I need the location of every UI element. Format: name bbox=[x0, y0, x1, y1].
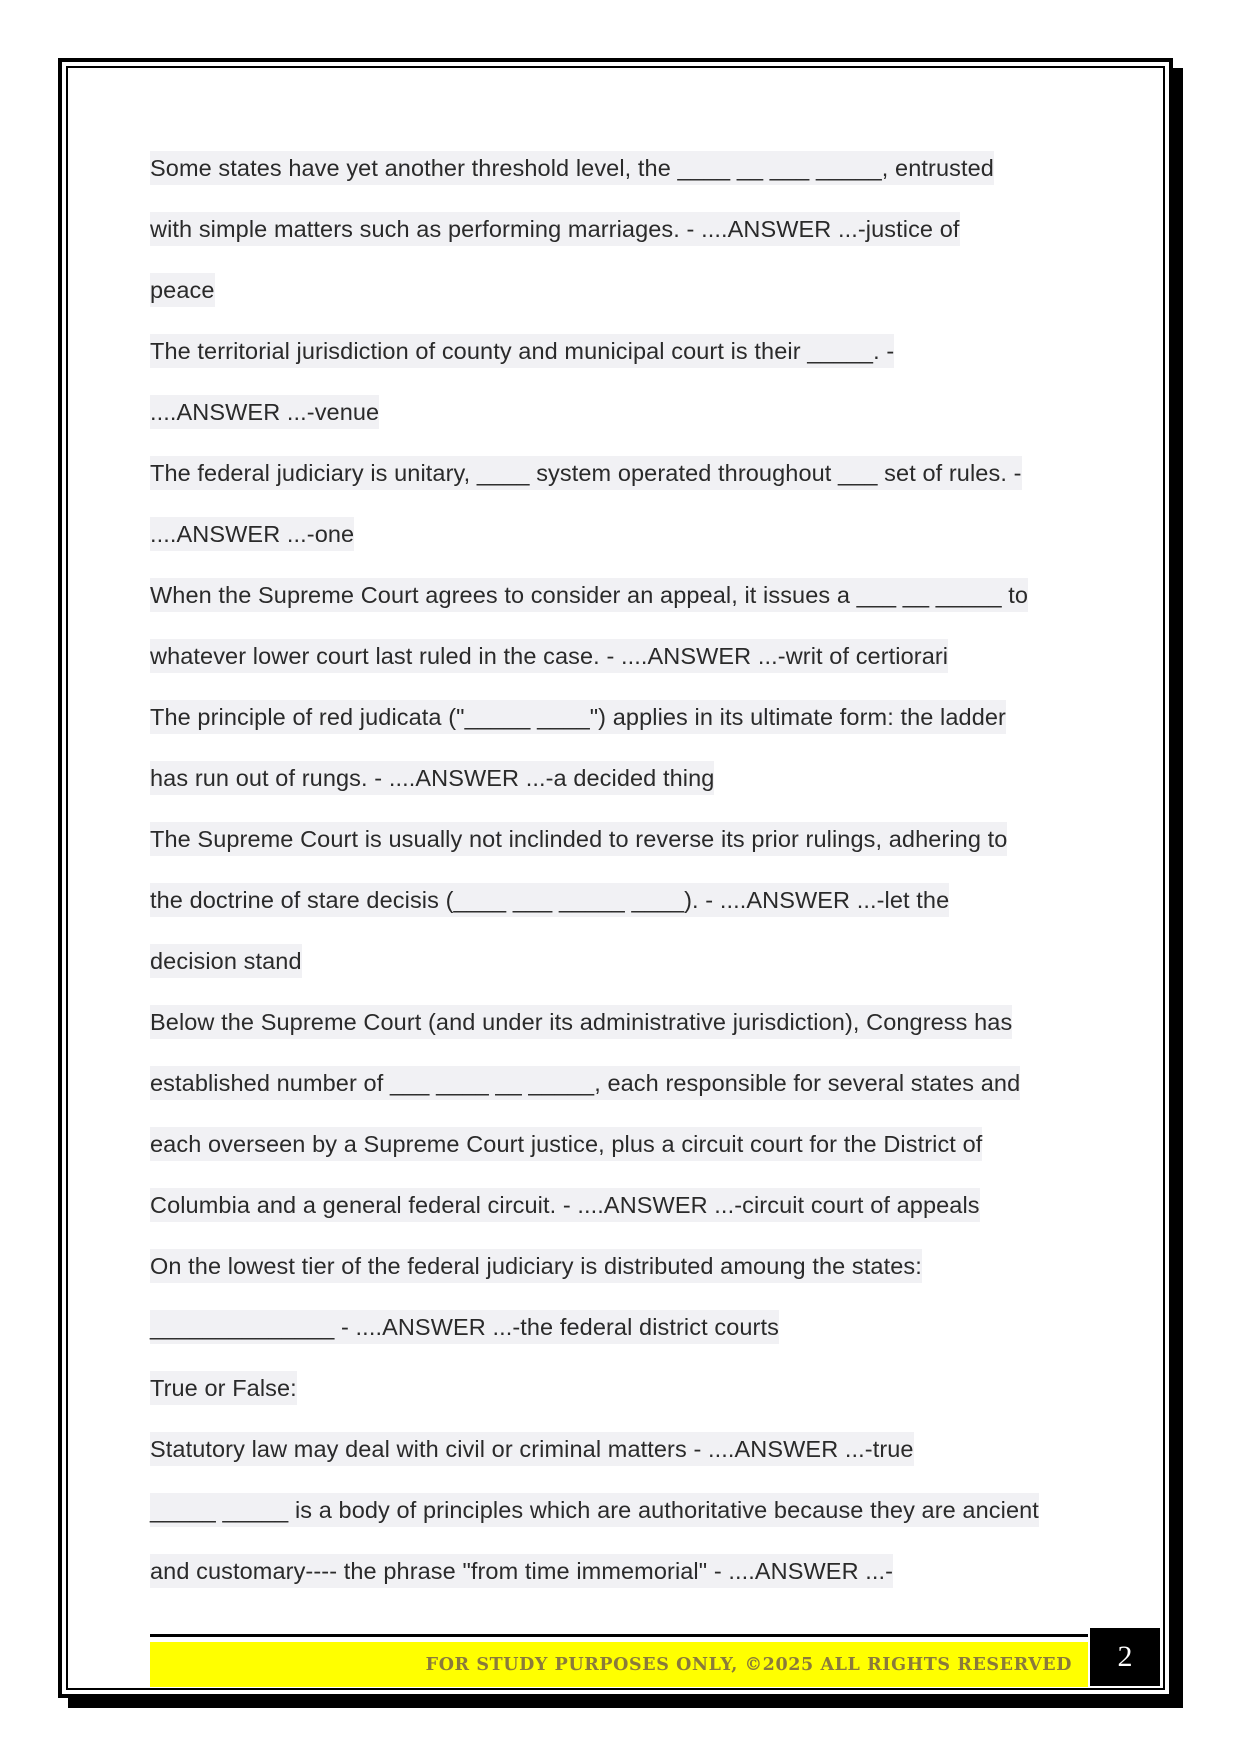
text-line bbox=[150, 931, 1090, 992]
text-line-content: and customary---- the phrase "from time immemorial" - ....ANSWER ...- bbox=[150, 1554, 893, 1588]
text-line bbox=[150, 199, 1090, 260]
text-line bbox=[150, 1053, 1090, 1114]
page-number: 2 bbox=[1090, 1628, 1160, 1686]
text-line-content: Columbia and a general federal circuit. - ....ANSWER ...-circuit court of appeals bbox=[150, 1188, 980, 1222]
text-line bbox=[150, 138, 1090, 199]
text-line-content: _____ _____ is a body of principles which are authoritative because they are ancient bbox=[150, 1493, 1039, 1527]
text-line-content: Statutory law may deal with civil or criminal matters - ....ANSWER ...-true bbox=[150, 1432, 914, 1466]
footer-banner bbox=[150, 1642, 1088, 1687]
text-line-content: with simple matters such as performing marriages. - ....ANSWER ...-justice of bbox=[150, 212, 960, 246]
text-line-content: The territorial jurisdiction of county and municipal court is their _____. - bbox=[150, 334, 894, 368]
text-line bbox=[150, 1480, 1090, 1541]
text-line bbox=[150, 870, 1090, 931]
text-line-content: decision stand bbox=[150, 944, 302, 978]
text-line-content: the doctrine of stare decisis (____ ___ _____ ____). - ....ANSWER ...-let the bbox=[150, 883, 949, 917]
text-line-content: The Supreme Court is usually not inclinded to reverse its prior rulings, adhering to bbox=[150, 822, 1007, 856]
text-line bbox=[150, 382, 1090, 443]
text-line bbox=[150, 1236, 1090, 1297]
document-body bbox=[150, 138, 1090, 1602]
text-line bbox=[150, 1175, 1090, 1236]
text-line bbox=[150, 1114, 1090, 1175]
text-line-content: On the lowest tier of the federal judiciary is distributed amoung the states: bbox=[150, 1249, 922, 1283]
text-line bbox=[150, 687, 1090, 748]
footer-copyright-notice: FOR STUDY PURPOSES ONLY, ©2025 ALL RIGHTS RESERVED bbox=[425, 1654, 1072, 1675]
text-line-content: True or False: bbox=[150, 1371, 297, 1405]
text-line-content: The federal judiciary is unitary, ____ system operated throughout ___ set of rules. - bbox=[150, 456, 1022, 490]
text-line bbox=[150, 260, 1090, 321]
text-line bbox=[150, 992, 1090, 1053]
text-line-content: ....ANSWER ...-one bbox=[150, 517, 354, 551]
text-line-content: ______________ - ....ANSWER ...-the federal district courts bbox=[150, 1310, 779, 1344]
text-line-content: The principle of red judicata ("_____ ____") applies in its ultimate form: the ladder bbox=[150, 700, 1006, 734]
text-line-content: Some states have yet another threshold level, the ____ __ ___ _____, entrusted bbox=[150, 151, 994, 185]
text-line bbox=[150, 748, 1090, 809]
text-line-content: whatever lower court last ruled in the case. - ....ANSWER ...-writ of certiorari bbox=[150, 639, 948, 673]
text-line-content: Below the Supreme Court (and under its administrative jurisdiction), Congress has bbox=[150, 1005, 1012, 1039]
text-line bbox=[150, 626, 1090, 687]
text-line-content: ....ANSWER ...-venue bbox=[150, 395, 379, 429]
text-line bbox=[150, 809, 1090, 870]
text-line bbox=[150, 1541, 1090, 1602]
text-line-content: peace bbox=[150, 273, 215, 307]
text-line-content: has run out of rungs. - ....ANSWER ...-a decided thing bbox=[150, 761, 714, 795]
text-line bbox=[150, 321, 1090, 382]
text-line bbox=[150, 504, 1090, 565]
text-line-content: When the Supreme Court agrees to consider an appeal, it issues a ___ __ _____ to bbox=[150, 578, 1028, 612]
text-line bbox=[150, 565, 1090, 626]
text-line bbox=[150, 1297, 1090, 1358]
text-line bbox=[150, 443, 1090, 504]
text-line bbox=[150, 1419, 1090, 1480]
text-line-content: established number of ___ ____ __ _____, each responsible for several states and bbox=[150, 1066, 1020, 1100]
text-line-content: each overseen by a Supreme Court justice, plus a circuit court for the District of bbox=[150, 1127, 982, 1161]
text-line bbox=[150, 1358, 1090, 1419]
footer-divider bbox=[150, 1634, 1088, 1637]
